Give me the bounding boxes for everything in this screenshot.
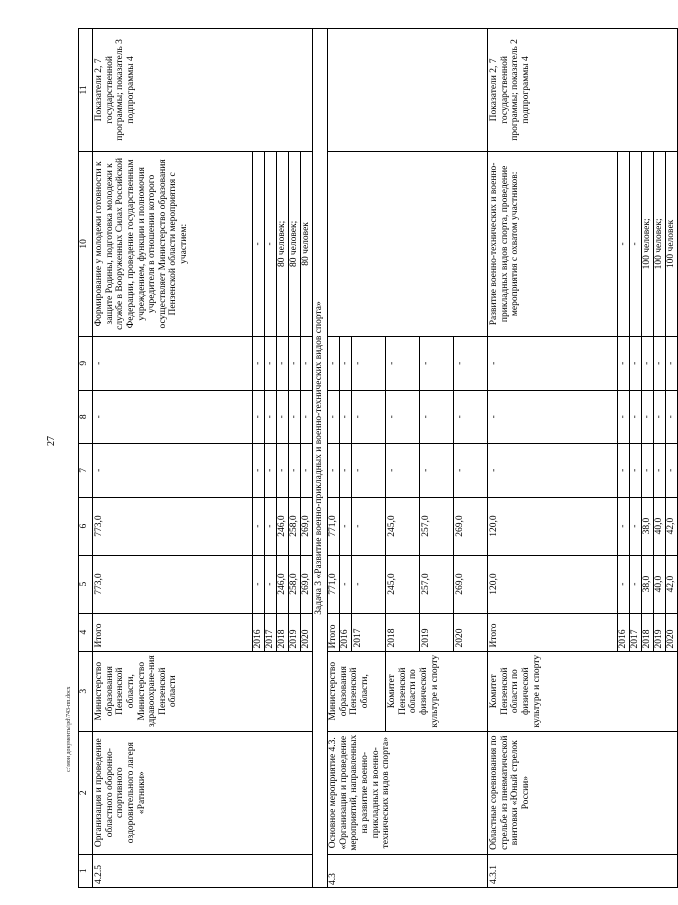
value-cell: 771,0 <box>328 497 340 555</box>
year-cell: 2020 <box>666 613 678 651</box>
year-cell: 2017 <box>352 613 386 651</box>
value-cell: - <box>386 444 420 498</box>
value-cell: - <box>454 336 488 390</box>
value-cell: - <box>301 390 313 444</box>
table-row <box>93 29 253 888</box>
value-cell: 38,0 <box>642 555 654 613</box>
value-cell: - <box>488 336 618 390</box>
result-value: 100 человек; <box>642 151 654 336</box>
header-cell: 2 <box>79 731 93 854</box>
year-cell: 2018 <box>642 613 654 651</box>
header-cell: 5 <box>79 555 93 613</box>
value-cell: - <box>93 390 253 444</box>
value-cell: - <box>265 336 277 390</box>
result-value: - <box>253 151 265 336</box>
value-cell: - <box>253 336 265 390</box>
result-value: - <box>618 151 630 336</box>
value-cell: 771,0 <box>328 555 340 613</box>
result-value: 80 человек <box>301 151 313 336</box>
year-cell: 2019 <box>654 613 666 651</box>
value-cell: - <box>289 336 301 390</box>
value-cell: - <box>654 390 666 444</box>
value-cell: - <box>301 444 313 498</box>
value-cell: - <box>277 390 289 444</box>
header-row <box>79 29 93 888</box>
executor: Министерство образования Пензенской области, <box>328 651 386 731</box>
year-cell: 2018 <box>277 613 289 651</box>
value-cell: - <box>352 444 386 498</box>
result-description <box>328 151 488 336</box>
indicator-cell <box>328 29 488 152</box>
value-cell: - <box>618 390 630 444</box>
value-cell: - <box>642 444 654 498</box>
rotated-page <box>78 28 676 888</box>
value-cell: - <box>618 444 630 498</box>
result-value: - <box>265 151 277 336</box>
value-cell: 258,0 <box>289 497 301 555</box>
page-number: 27 <box>46 436 57 446</box>
value-cell: - <box>642 336 654 390</box>
header-cell: 3 <box>79 651 93 731</box>
value-cell: - <box>642 390 654 444</box>
value-cell: 269,0 <box>454 555 488 613</box>
value-cell: - <box>265 444 277 498</box>
value-cell: - <box>420 390 454 444</box>
program-table <box>78 28 678 888</box>
value-cell: 38,0 <box>642 497 654 555</box>
value-cell: - <box>352 390 386 444</box>
year-cell: 2019 <box>420 613 454 651</box>
value-cell: - <box>253 555 265 613</box>
activity-name: Основное мероприятие 4.3. «Организация и проведение мероприятий, направленных на развитие военно-прикладных и военно-технических видов спорта» <box>328 731 488 854</box>
value-cell: - <box>666 336 678 390</box>
value-cell: - <box>340 390 352 444</box>
value-cell: 245,0 <box>386 497 420 555</box>
value-cell: - <box>340 555 352 613</box>
year-cell: 2017 <box>265 613 277 651</box>
value-cell: - <box>289 444 301 498</box>
executor: Комитет Пензенской области по физической культуре и спорту <box>386 651 488 731</box>
value-cell: 269,0 <box>454 497 488 555</box>
value-cell: 773,0 <box>93 497 253 555</box>
value-cell: - <box>618 555 630 613</box>
header-cell: 8 <box>79 390 93 444</box>
value-cell: - <box>277 336 289 390</box>
header-cell: 10 <box>79 151 93 336</box>
value-cell: 257,0 <box>420 555 454 613</box>
executor: Министерство образования Пензенской области, Министерство здравоохране-ния Пензенской области <box>93 651 313 731</box>
year-cell: 2016 <box>618 613 630 651</box>
value-cell: - <box>654 444 666 498</box>
value-cell: - <box>386 390 420 444</box>
year-cell: Итого <box>93 613 253 651</box>
value-cell: 42,0 <box>666 555 678 613</box>
result-value: 80 человек; <box>277 151 289 336</box>
value-cell: - <box>352 555 386 613</box>
header-cell: 1 <box>79 854 93 887</box>
value-cell: - <box>420 444 454 498</box>
year-cell: 2016 <box>340 613 352 651</box>
table-row <box>488 29 618 888</box>
value-cell: - <box>277 444 289 498</box>
year-cell: Итого <box>488 613 618 651</box>
value-cell: - <box>488 444 618 498</box>
value-cell: - <box>666 444 678 498</box>
value-cell: - <box>618 497 630 555</box>
header-cell: 9 <box>79 336 93 390</box>
value-cell: 773,0 <box>93 555 253 613</box>
value-cell: - <box>618 336 630 390</box>
value-cell: - <box>488 390 618 444</box>
value-cell: - <box>265 497 277 555</box>
value-cell: - <box>352 497 386 555</box>
value-cell: - <box>265 390 277 444</box>
value-cell: - <box>265 555 277 613</box>
value-cell: 258,0 <box>289 555 301 613</box>
value-cell: 42,0 <box>666 497 678 555</box>
value-cell: 246,0 <box>277 555 289 613</box>
value-cell: - <box>340 444 352 498</box>
row-number: 4.2.5 <box>93 854 313 887</box>
value-cell: - <box>454 444 488 498</box>
value-cell: - <box>630 555 642 613</box>
value-cell: - <box>386 336 420 390</box>
value-cell: - <box>253 390 265 444</box>
result-value: 100 человек; <box>654 151 666 336</box>
value-cell: - <box>454 390 488 444</box>
value-cell: - <box>352 336 386 390</box>
indicator-cell: Показатели 2, 7 государственной программы; показатель 3 подпрограммы 4 <box>93 29 313 152</box>
indicator-cell: Показатели 2, 7 государственной программы; показатель 2 подпрограммы 4 <box>488 29 678 152</box>
year-cell: 2019 <box>289 613 301 651</box>
header-cell: 4 <box>79 613 93 651</box>
value-cell: - <box>301 336 313 390</box>
value-cell: - <box>630 497 642 555</box>
value-cell: - <box>328 390 340 444</box>
row-number: 4.3 <box>328 854 488 887</box>
value-cell: 269,0 <box>301 555 313 613</box>
year-cell: 2018 <box>386 613 420 651</box>
result-value: 100 человек <box>666 151 678 336</box>
header-cell: 11 <box>79 29 93 152</box>
value-cell: - <box>289 390 301 444</box>
row-number: 4.3.1 <box>488 854 678 887</box>
value-cell: 269,0 <box>301 497 313 555</box>
header-cell: 7 <box>79 444 93 498</box>
result-description: Развитие военно-технических и военно-прикладных видов спорта, проведение мероприятия с охватом участников: <box>488 151 618 336</box>
value-cell: - <box>253 444 265 498</box>
result-value: - <box>630 151 642 336</box>
value-cell: - <box>630 444 642 498</box>
year-cell: 2017 <box>630 613 642 651</box>
value-cell: - <box>340 336 352 390</box>
activity-name: Организация и проведение областного оборонно-спортивного оздоровительного лагеря «Ратники» <box>93 731 313 854</box>
year-cell: 2020 <box>301 613 313 651</box>
value-cell: 40,0 <box>654 497 666 555</box>
value-cell: 257,0 <box>420 497 454 555</box>
value-cell: - <box>93 444 253 498</box>
value-cell: 245,0 <box>386 555 420 613</box>
value-cell: - <box>630 390 642 444</box>
value-cell: - <box>666 390 678 444</box>
executor: Комитет Пензенской области по физической культуре и спорту <box>488 651 678 731</box>
header-cell: 6 <box>79 497 93 555</box>
task-heading: Задача 3 «Развитие военно-прикладных и военно-технических видов спорта» <box>313 29 328 888</box>
value-cell: 120,0 <box>488 555 618 613</box>
year-cell: 2020 <box>454 613 488 651</box>
year-cell: 2016 <box>253 613 265 651</box>
file-path-footer: с:\мои документы\pd\743-пп.docx <box>66 686 72 772</box>
table-row <box>328 29 340 888</box>
value-cell: 246,0 <box>277 497 289 555</box>
value-cell: - <box>420 336 454 390</box>
value-cell: - <box>328 444 340 498</box>
value-cell: - <box>654 336 666 390</box>
value-cell: - <box>630 336 642 390</box>
value-cell: 120,0 <box>488 497 618 555</box>
value-cell: 40,0 <box>654 555 666 613</box>
result-description: Формирование у молодежи готовности к защите Родины, подготовка молодежи к службе в Вооруженных Силах Российской Федерации, проведение государственным учреждением, функции и полномочия учредителя в отношении которого осуществляет Министерство образования Пензенской области мероприятия с участием: <box>93 151 253 336</box>
value-cell: - <box>328 336 340 390</box>
value-cell: - <box>93 336 253 390</box>
value-cell: - <box>253 497 265 555</box>
value-cell: - <box>340 497 352 555</box>
task-row <box>313 29 328 888</box>
result-value: 80 человек; <box>289 151 301 336</box>
activity-name: Областные соревнования по стрельбе из пневматической винтовки «Юный стрелок России» <box>488 731 678 854</box>
year-cell: Итого <box>328 613 340 651</box>
